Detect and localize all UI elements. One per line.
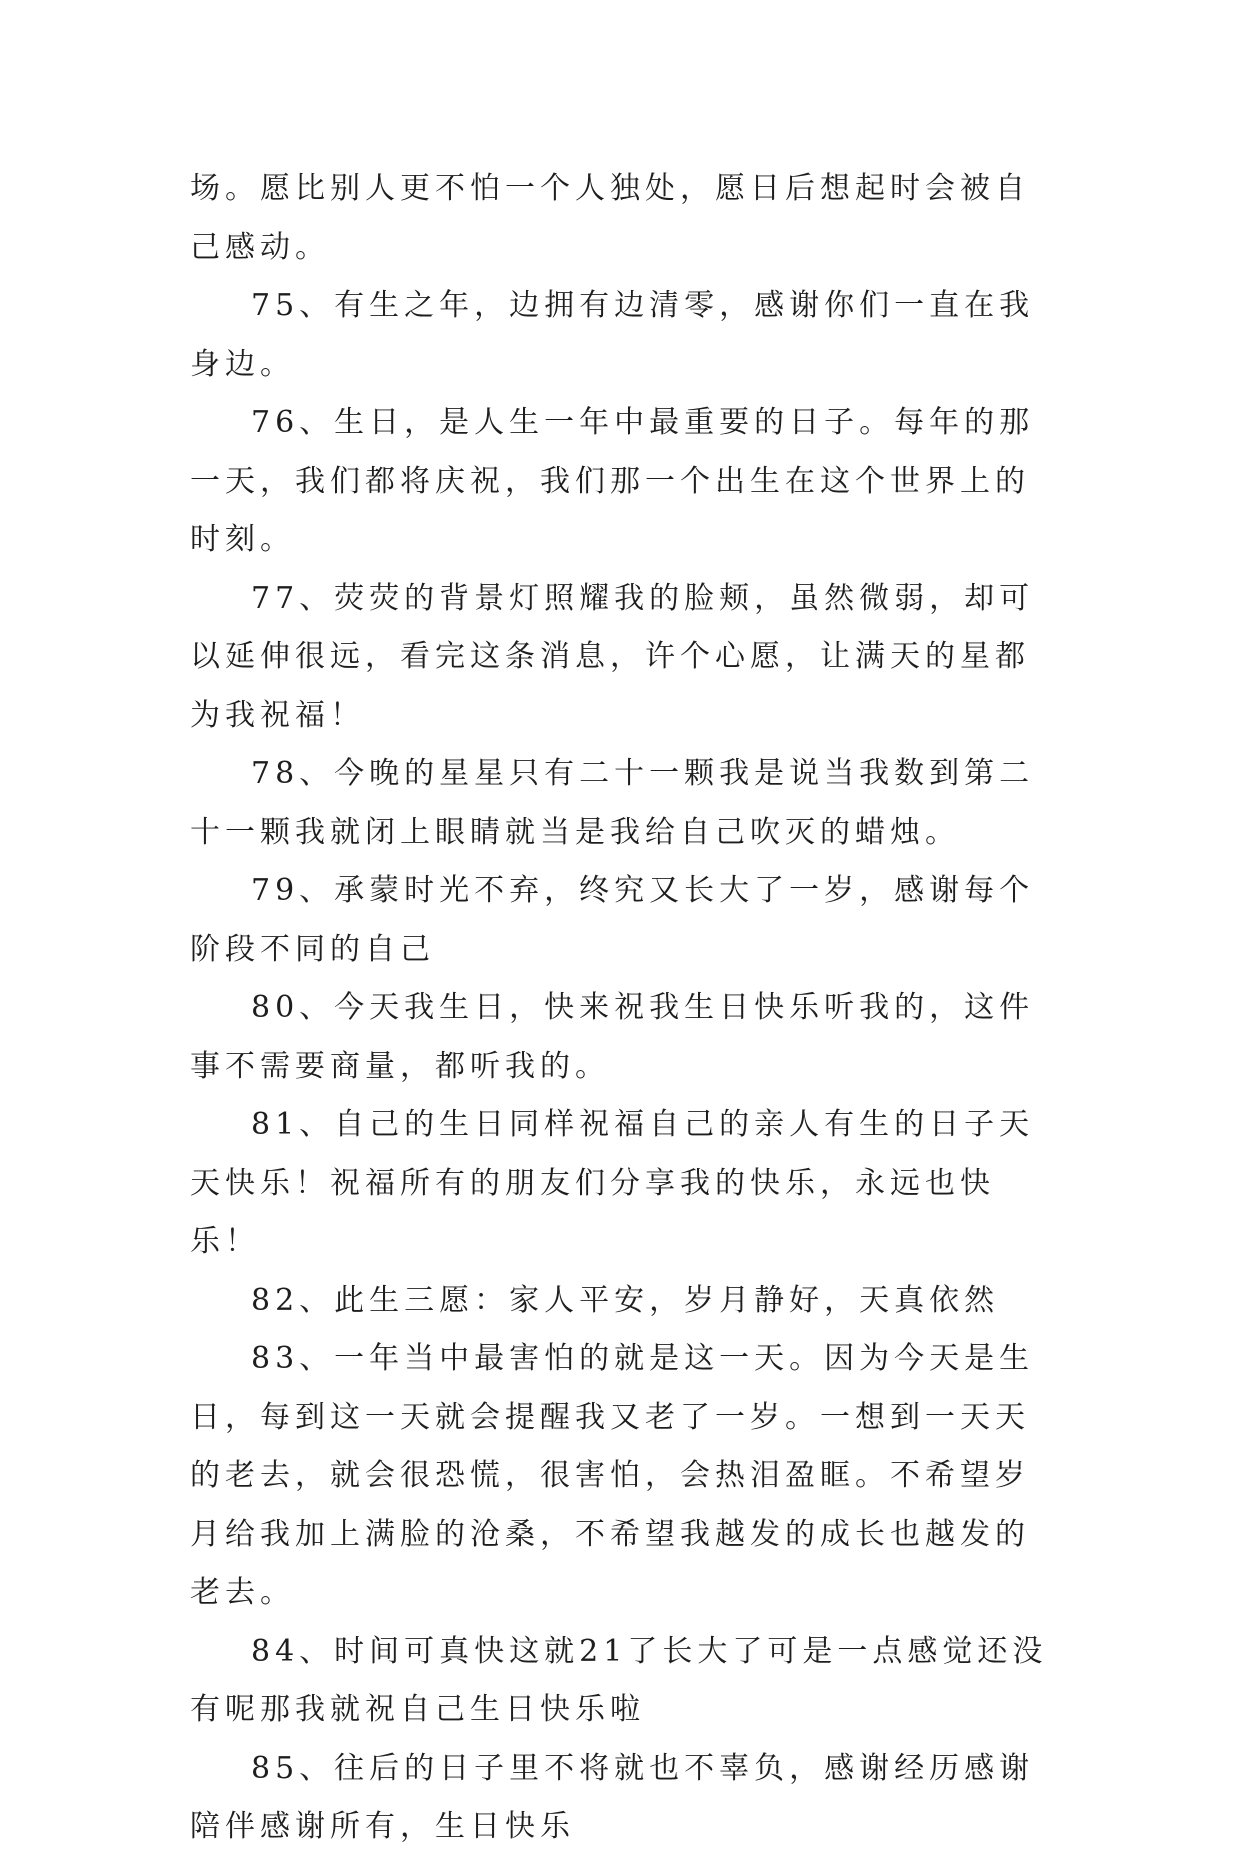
- paragraph-83: 83、一年当中最害怕的就是这一天。因为今天是生日，每到这一天就会提醒我又老了一岁。一想到一天天的老去，就会很恐慌，很害怕，会热泪盈眶。不希望岁月给我加上满脸的沧桑，不希望我越发的成长也越发的老去。: [190, 1341, 1035, 1610]
- paragraph-84: 84、时间可真快这就21了长大了可是一点感觉还没有呢那我就祝自己生日快乐啦: [190, 1633, 1048, 1727]
- paragraph-85: 85、往后的日子里不将就也不辜负，感谢经历感谢陪伴感谢所有，生日快乐: [190, 1750, 1035, 1844]
- paragraph-77: 77、荧荧的背景灯照耀我的脸颊，虽然微弱，却可以延伸很远，看完这条消息，许个心愿，让满天的星都为我祝福！: [190, 580, 1035, 733]
- paragraph-80: 80、今天我生日，快来祝我生日快乐听我的，这件事不需要商量，都听我的。: [190, 990, 1035, 1084]
- paragraph-79: 79、承蒙时光不弃，终究又长大了一岁，感谢每个阶段不同的自己: [190, 873, 1035, 967]
- document-body: [190, 160, 1060, 1857]
- paragraph-81: 81、自己的生日同样祝福自己的亲人有生的日子天天快乐！祝福所有的朋友们分享我的快乐，永远也快乐！: [190, 1107, 1035, 1259]
- paragraph-82: 82、此生三愿：家人平安，岁月静好，天真依然: [251, 1282, 1000, 1318]
- paragraph-continuation: 场。愿比别人更不怕一个人独处，愿日后想起时会被自己感动。: [190, 171, 1030, 265]
- paragraph-76: 76、生日，是人生一年中最重要的日子。每年的那一天，我们都将庆祝，我们那一个出生在这个世界上的时刻。: [190, 405, 1035, 557]
- paragraph-75: 75、有生之年，边拥有边清零，感谢你们一直在我身边。: [190, 288, 1035, 382]
- paragraph-78: 78、今晚的星星只有二十一颗我是说当我数到第二十一颗我就闭上眼睛就当是我给自己吹灭的蜡烛。: [190, 756, 1035, 850]
